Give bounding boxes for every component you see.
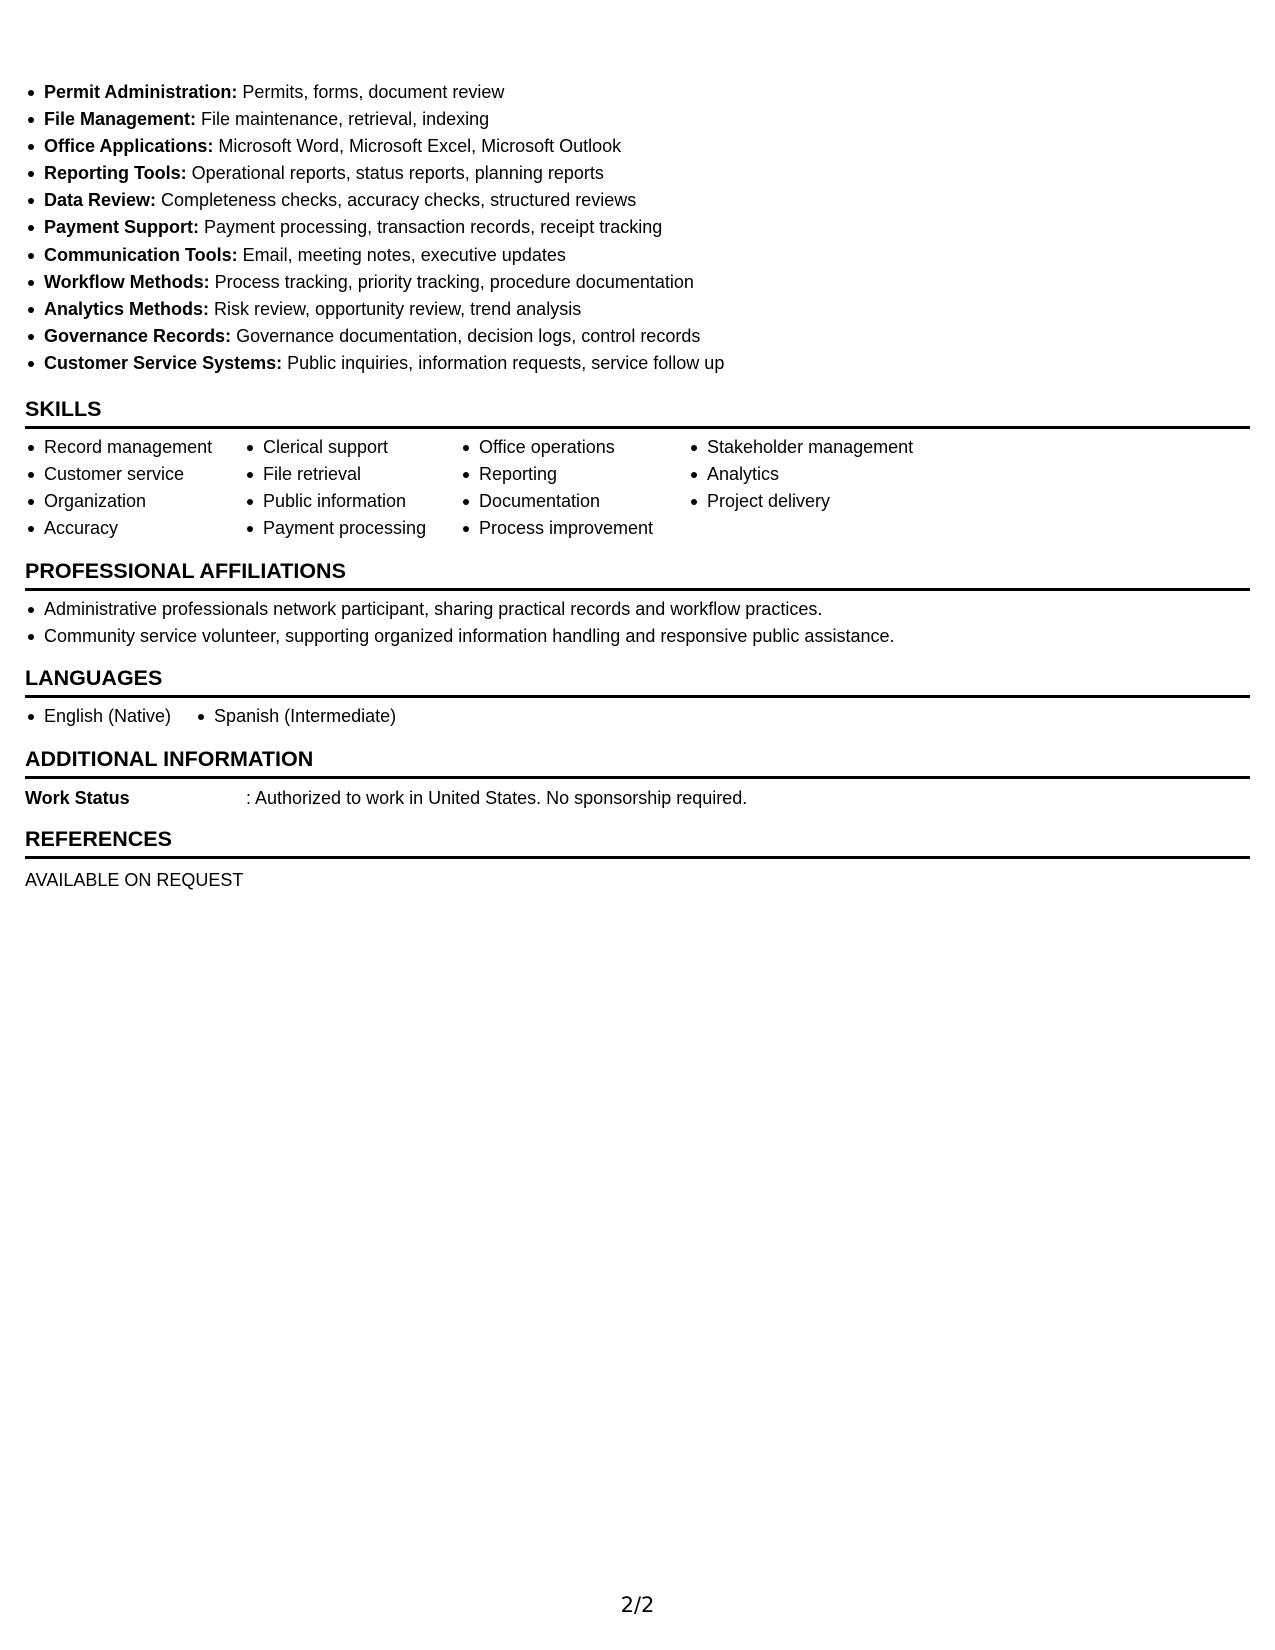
skills-column	[244, 434, 460, 542]
tool-text: File maintenance, retrieval, indexing	[196, 109, 490, 130]
page-number: 2/2	[620, 1593, 655, 1617]
tool-text: Payment processing, transaction records, receipt tracking	[199, 217, 663, 238]
skill-item: Customer service	[25, 461, 244, 488]
affiliation-item: Administrative professionals network participant, sharing practical records and workflow practices.	[25, 596, 1250, 623]
skill-item: Stakeholder management	[688, 434, 948, 461]
tool-text: Public inquiries, information requests, service follow up	[282, 352, 725, 373]
language-item: English (Native)	[25, 703, 171, 730]
tool-item	[25, 269, 1250, 296]
skill-item: Project delivery	[688, 488, 948, 515]
tool-text: Risk review, opportunity review, trend analysis	[209, 298, 582, 319]
affiliations-list	[25, 596, 1250, 650]
tool-label: Customer Service Systems:	[44, 352, 283, 373]
tool-label: Workflow Methods:	[44, 271, 210, 292]
tool-text: Completeness checks, accuracy checks, structured reviews	[156, 190, 637, 211]
skills-grid	[25, 434, 1250, 542]
tool-item	[25, 79, 1250, 106]
tool-text: Process tracking, priority tracking, procedure documentation	[209, 271, 694, 292]
tool-text: Microsoft Word, Microsoft Excel, Microsoft Outlook	[213, 136, 622, 157]
skills-heading: SKILLS	[25, 396, 1250, 429]
tool-label: Office Applications:	[44, 136, 214, 157]
skill-item: Clerical support	[244, 434, 460, 461]
tool-item	[25, 214, 1250, 241]
tool-text: Governance documentation, decision logs, control records	[231, 325, 701, 346]
tool-item	[25, 160, 1250, 187]
work-status-value: : Authorized to work in United States. No sponsorship required.	[246, 788, 748, 809]
tool-item	[25, 133, 1250, 160]
affiliations-heading: PROFESSIONAL AFFILIATIONS	[25, 558, 1250, 591]
tool-item	[25, 187, 1250, 214]
skill-item: Documentation	[460, 488, 688, 515]
skill-item: Payment processing	[244, 515, 460, 542]
skill-item: File retrieval	[244, 461, 460, 488]
resume-page	[25, 0, 1250, 893]
work-status-row	[25, 785, 1250, 811]
tool-item	[25, 350, 1250, 377]
work-status-label: Work Status	[25, 788, 130, 809]
languages-list	[25, 703, 1250, 730]
tool-item	[25, 242, 1250, 269]
tool-item	[25, 106, 1250, 133]
tools-list	[25, 79, 1250, 377]
tool-label: Payment Support:	[44, 217, 200, 238]
skill-item: Organization	[25, 488, 244, 515]
skill-item: Public information	[244, 488, 460, 515]
language-item: Spanish (Intermediate)	[195, 703, 396, 730]
skill-item: Office operations	[460, 434, 688, 461]
skill-item: Accuracy	[25, 515, 244, 542]
tool-item	[25, 296, 1250, 323]
skills-column	[688, 434, 948, 542]
skills-column	[25, 434, 244, 542]
tool-label: Data Review:	[44, 190, 157, 211]
tool-label: Communication Tools:	[44, 244, 238, 265]
tool-label: Analytics Methods:	[44, 298, 210, 319]
references-heading: REFERENCES	[25, 826, 1250, 859]
tool-text: Email, meeting notes, executive updates	[237, 244, 566, 265]
skill-item: Record management	[25, 434, 244, 461]
tool-item	[25, 323, 1250, 350]
tool-label: Governance Records:	[44, 325, 232, 346]
skills-column	[460, 434, 688, 542]
tool-text: Permits, forms, document review	[237, 82, 505, 102]
affiliation-item: Community service volunteer, supporting organized information handling and responsive public assistance.	[25, 623, 1250, 650]
skill-item: Analytics	[688, 461, 948, 488]
skill-item: Reporting	[460, 461, 688, 488]
references-text: AVAILABLE ON REQUEST	[25, 870, 244, 891]
additional-info-heading: ADDITIONAL INFORMATION	[25, 746, 1250, 779]
tool-text: Operational reports, status reports, planning reports	[186, 163, 604, 184]
tool-label: Reporting Tools:	[44, 163, 187, 184]
languages-heading: LANGUAGES	[25, 665, 1250, 698]
tool-label: File Management:	[44, 109, 197, 130]
skill-item: Process improvement	[460, 515, 688, 542]
tool-label: Permit Administration:	[44, 82, 238, 102]
